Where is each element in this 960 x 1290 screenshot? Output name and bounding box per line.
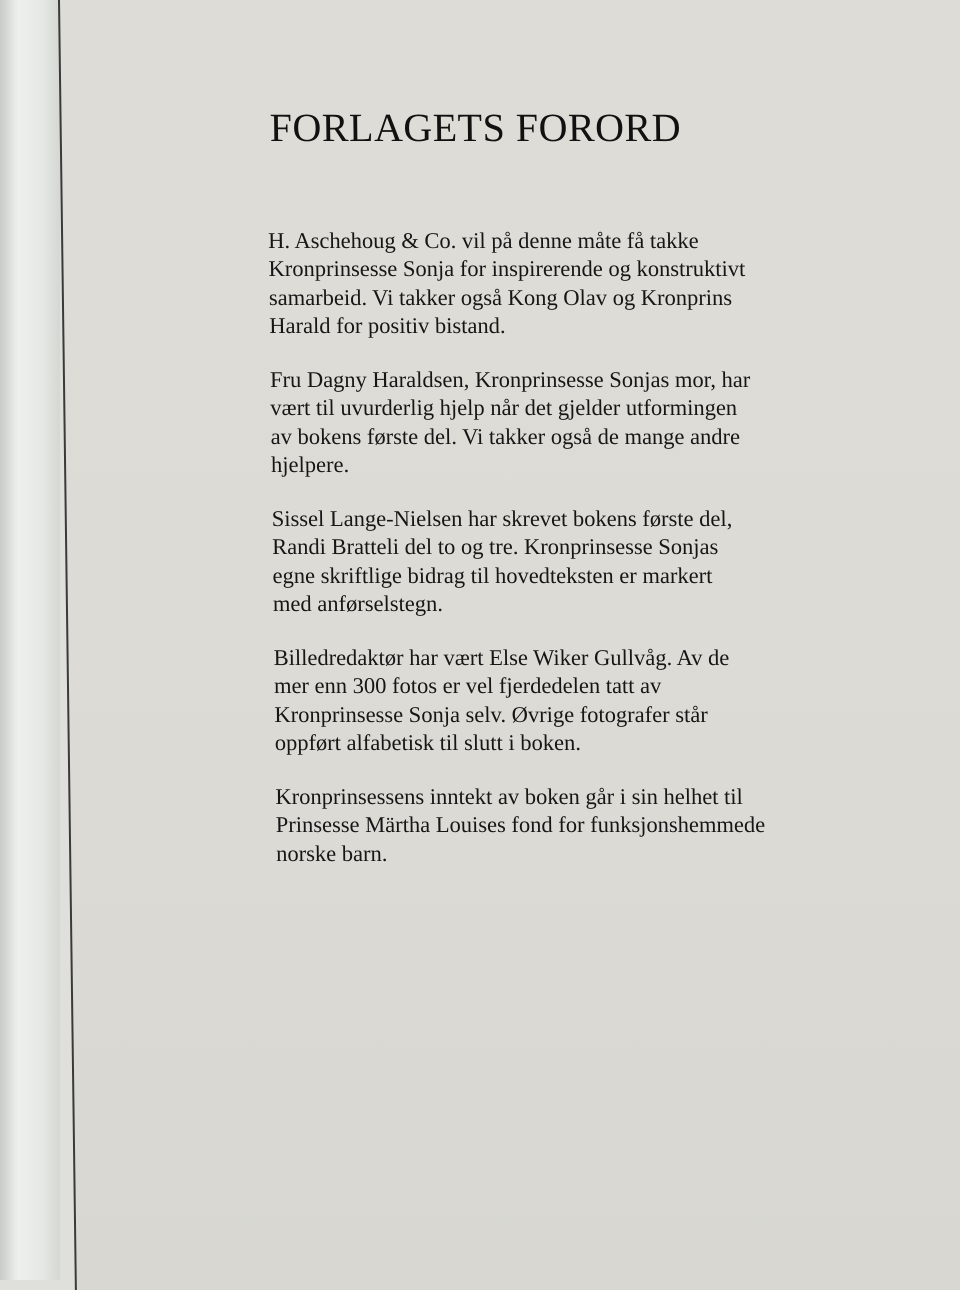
text-line: samarbeid. Vi takker også Kong Olav og Kronprins (268, 284, 733, 310)
book-page (58, 0, 960, 1290)
text-line: av bokens første del. Vi takker også de mange andre (270, 423, 741, 449)
paragraph (268, 227, 869, 341)
paragraph (270, 366, 871, 480)
page-title: FORLAGETS FORORD (269, 105, 682, 150)
text-line: Fru Dagny Haraldsen, Kronprinsesse Sonjas mor, har (269, 366, 751, 392)
text-line: mer enn 300 fotos er vel fjerdedelen tatt av (273, 673, 662, 698)
text-line: med anførselstegn. (272, 591, 444, 616)
text-line: hjelpere. (270, 452, 350, 477)
text-line: H. Aschehoug & Co. vil på denne måte få takke (267, 227, 699, 253)
text-line: egne skriftlige bidrag til hovedteksten er markert (272, 562, 713, 588)
paragraph (272, 505, 873, 619)
text-line: Sissel Lange-Nielsen har skrevet bokens første del, (271, 505, 733, 531)
text-line: Kronprinsesse Sonja selv. Øvrige fotografer står (274, 701, 708, 727)
text-line: vært til uvurderlig hjelp når det gjelder utformingen (270, 395, 738, 420)
text-line: Randi Bratteli del to og tre. Kronprinsesse Sonjas (271, 534, 719, 559)
text-line: Prinsesse Märtha Louises fond for funksjonshemmede (275, 812, 766, 837)
text-line: oppført alfabetisk til slutt i boken. (274, 730, 582, 755)
text-line: Kronprinsesse Sonja for inspirerende og konstruktivt (268, 256, 746, 281)
paragraph (275, 783, 876, 869)
text-line: Kronprinsessens inntekt av boken går i sin helhet til (275, 783, 744, 809)
paragraph (273, 644, 874, 758)
text-line: Billedredaktør har vært Else Wiker Gullvåg. Av de (273, 644, 730, 670)
book-cover-edge (0, 0, 60, 1280)
text-line: Harald for positiv bistand. (269, 313, 506, 338)
page-body (268, 204, 877, 893)
text-line: norske barn. (276, 840, 388, 866)
